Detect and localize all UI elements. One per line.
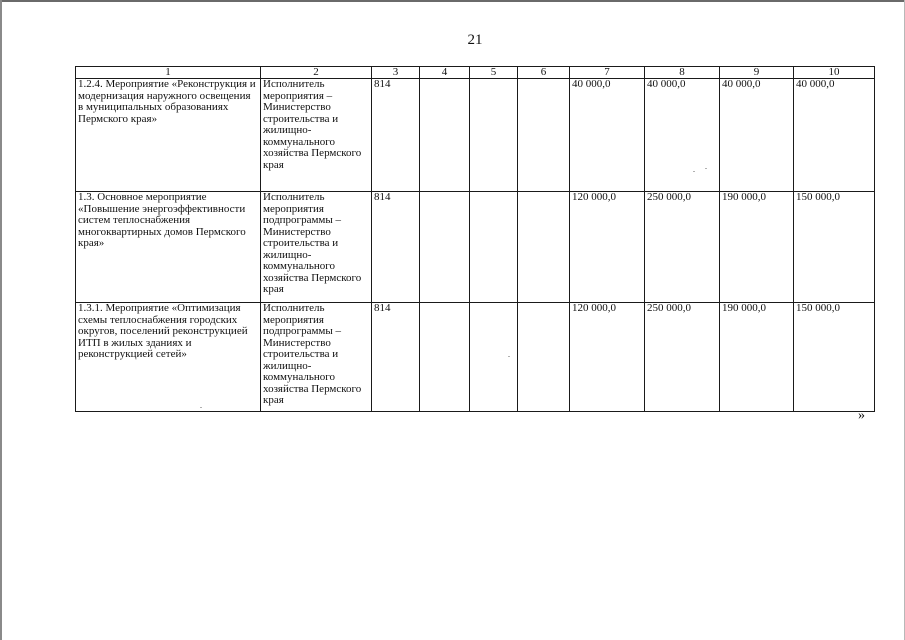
amount-col9-cell: 190 000,0 <box>720 303 794 412</box>
table-row <box>76 192 875 303</box>
header-cell: 1 <box>76 67 261 79</box>
amount-col8-cell: 250 000,0 <box>645 303 720 412</box>
amount-col10-cell: 150 000,0 <box>794 192 875 303</box>
header-cell: 10 <box>794 67 875 79</box>
scan-speck <box>693 171 695 172</box>
amount-col8-cell: 40 000,0 <box>645 79 720 192</box>
col5-cell <box>470 79 518 192</box>
table-row <box>76 79 875 192</box>
amount-col7-cell: 40 000,0 <box>570 79 645 192</box>
activity-name-cell: 1.2.4. Мероприятие «Реконструкция и модернизация наружного освещения в муниципальных образованиях Пермского края» <box>76 79 261 192</box>
header-cell: 8 <box>645 67 720 79</box>
code-cell: 814 <box>372 303 420 412</box>
amount-col9-cell: 190 000,0 <box>720 192 794 303</box>
scan-speck <box>200 407 202 408</box>
header-cell: 7 <box>570 67 645 79</box>
col4-cell <box>420 192 470 303</box>
header-cell: 9 <box>720 67 794 79</box>
col4-cell <box>420 303 470 412</box>
col6-cell <box>518 303 570 412</box>
executor-cell: Исполнитель мероприятия – Министерство строительства и жилищно-коммунального хозяйства Пермского края <box>261 79 372 192</box>
scan-top-edge <box>0 0 905 2</box>
code-cell: 814 <box>372 79 420 192</box>
executor-cell: Исполнитель мероприятия подпрограммы – Министерство строительства и жилищно-коммунального хозяйства Пермского края <box>261 303 372 412</box>
activity-name-cell: 1.3.1. Мероприятие «Оптимизация схемы теплоснабжения городских округов, поселений реконструкцией ИТП в жилых зданиях и реконструкцией сетей» <box>76 303 261 412</box>
amount-col9-cell: 40 000,0 <box>720 79 794 192</box>
amount-col7-cell: 120 000,0 <box>570 303 645 412</box>
scan-left-edge <box>0 0 2 640</box>
scan-speck <box>705 168 707 169</box>
table-header-row <box>76 67 875 79</box>
amount-col10-cell: 150 000,0 <box>794 303 875 412</box>
col5-cell <box>470 303 518 412</box>
header-cell: 3 <box>372 67 420 79</box>
header-cell: 2 <box>261 67 372 79</box>
scan-speck <box>508 356 510 357</box>
amount-col7-cell: 120 000,0 <box>570 192 645 303</box>
header-cell: 6 <box>518 67 570 79</box>
code-cell: 814 <box>372 192 420 303</box>
header-cell: 4 <box>420 67 470 79</box>
col5-cell <box>470 192 518 303</box>
page-number: 21 <box>467 32 483 48</box>
amount-col10-cell: 40 000,0 <box>794 79 875 192</box>
program-table <box>75 66 875 412</box>
col6-cell <box>518 79 570 192</box>
table-row <box>76 303 875 412</box>
executor-cell: Исполнитель мероприятия подпрограммы – Министерство строительства и жилищно-коммунального хозяйства Пермского края <box>261 192 372 303</box>
closing-quote-mark: » <box>858 408 865 423</box>
header-cell: 5 <box>470 67 518 79</box>
col6-cell <box>518 192 570 303</box>
col4-cell <box>420 79 470 192</box>
amount-col8-cell: 250 000,0 <box>645 192 720 303</box>
activity-name-cell: 1.3. Основное мероприятие «Повышение энергоэффективности систем теплоснабжения многоквартирных домов Пермского края» <box>76 192 261 303</box>
